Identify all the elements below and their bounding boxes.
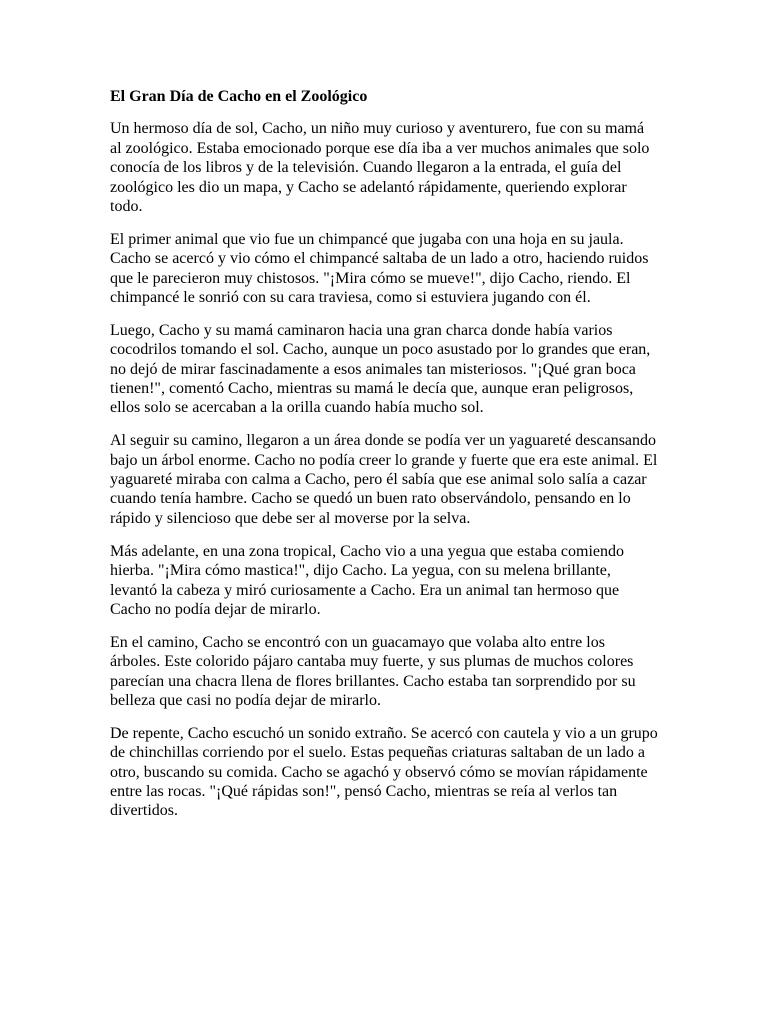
paragraph-1: Un hermoso día de sol, Cacho, un niño muy curioso y aventurero, fue con su mamá al zoológico. Estaba emocionado porque ese día iba a ver muchos animales que solo conocía de los libros y de la televisión. Cuando llegaron a la entrada, el guía del zoológico les dio un mapa, y Cacho se adelantó rápidamente, queriendo explorar todo.: [110, 120, 650, 216]
paragraph-6: En el camino, Cacho se encontró con un guacamayo que volaba alto entre los árboles. Este colorido pájaro cantaba muy fuerte, y sus plumas de muchos colores parecían una chacra llena de flores brillantes. Cacho estaba tan sorprendido por su belleza que casi no podía dejar de mirarlo.: [110, 633, 636, 709]
paragraph-2: El primer animal que vio fue un chimpancé que jugaba con una hoja en su jaula. Cacho se acercó y vio cómo el chimpancé saltaba de un lado a otro, haciendo ruidos que le parecieron muy chistosos. "¡Mira cómo se mueve!", dijo Cacho, riendo. El chimpancé le sonrió con su cara traviesa, como si estuviera jugando con él.: [110, 230, 649, 307]
paragraph-3: Luego, Cacho y su mamá caminaron hacia una gran charca donde había varios cocodrilos tomando el sol. Cacho, aunque un poco asustado por lo grandes que eran, no dejó de mirar fascinadamente a esos animales tan misteriosos. "¡Qué gran boca tienen!", comentó Cacho, mientras su mamá le decía que, aunque eran peligrosos, ellos solo se acercaban a la orilla cuando había mucho sol.: [110, 321, 651, 417]
document-page: [110, 87, 658, 834]
paragraph-4: Al seguir su camino, llegaron a un área donde se podía ver un yaguareté descansando bajo un árbol enorme. Cacho no podía creer lo grande y fuerte que era este animal. El yaguareté miraba con calma a Cacho, pero él sabía que ese animal solo salía a cazar cuando tenía hambre. Cacho se quedó un buen rato observándolo, pensando en lo rápido y silencioso que debe ser al moverse por la selva.: [110, 432, 658, 527]
paragraph-5: Más adelante, en una zona tropical, Cacho vio a una yegua que estaba comiendo hierba. "¡Mira cómo mastica!", dijo Cacho. La yegua, con su melena brillante, levantó la cabeza y miró curiosamente a Cacho. Era un animal tan hermoso que Cacho no podía dejar de mirarlo.: [110, 542, 625, 618]
paragraph-7: De repente, Cacho escuchó un sonido extraño. Se acercó con cautela y vio a un grupo de chinchillas corriendo por el suelo. Estas pequeñas criaturas saltaban de un lado a otro, buscando su comida. Cacho se agachó y observó cómo se movían rápidamente entre las rocas. "¡Qué rápidas son!", pensó Cacho, mientras se reía al verlos tan divertidos.: [110, 724, 658, 820]
document-title: El Gran Día de Cacho en el Zoológico: [110, 88, 368, 105]
